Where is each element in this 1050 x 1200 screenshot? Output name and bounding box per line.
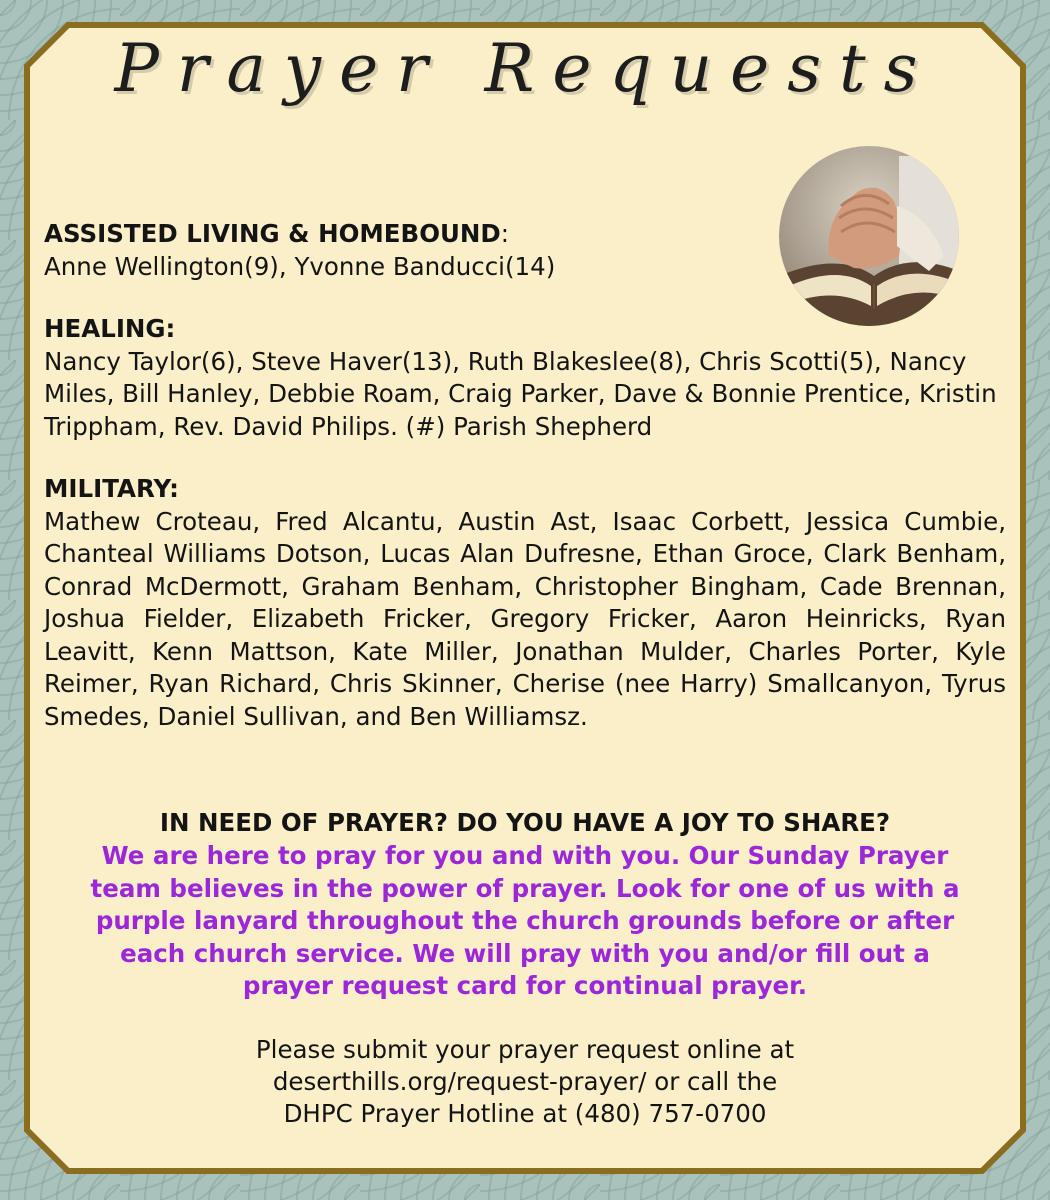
assisted-living-heading: ASSISTED LIVING & HOMEBOUND — [44, 219, 501, 248]
submit-line-hotline: DHPC Prayer Hotline at (480) 757-0700 — [283, 1099, 767, 1128]
submit-line-link[interactable]: deserthills.org/request-prayer/ or call the — [272, 1067, 778, 1096]
prayer-team-line: each church service. We will pray with you and/or fill out a — [120, 938, 930, 968]
military-names: Mathew Croteau, Fred Alcantu, Austin Ast, Isaac Corbett, Jessica Cumbie, Chanteal Williams Dotson, Lucas Alan Dufresne, Ethan Groce, Clark Benham, Conrad McDermott, Graham Benham, Christopher Bingham, Cade Brennan, Joshua Fielder, Elizabeth Fricker, Gregory Fricker, Aaron Heinricks, Ryan Leavitt, Kenn Mattson, Kate Miller, Jonathan Mulder, Charles Porter, Kyle Reimer, Ryan Richard, Chris Skinner, Cherise (nee Harry) Smallcanyon, Tyrus Smedes, Daniel Sullivan, and Ben Williamsz. — [44, 506, 1006, 731]
page-title: Prayer Requests — [114, 30, 936, 107]
prayer-lists — [44, 218, 1006, 763]
prayer-team-line: prayer request card for continual prayer. — [242, 971, 808, 1000]
military-heading: MILITARY: — [44, 474, 179, 503]
prayer-team-line: purple lanyard throughout the church grounds before or after — [95, 906, 955, 935]
healing-section — [44, 313, 1006, 443]
healing-heading: HEALING: — [44, 314, 176, 343]
submit-line: Please submit your prayer request online at — [255, 1035, 795, 1064]
need-prayer-heading: IN NEED OF PRAYER? DO YOU HAVE A JOY TO SHARE? — [159, 808, 891, 837]
assisted-living-section — [44, 218, 1006, 283]
prayer-team-line: team believes in the power of prayer. Look for one of us with a — [90, 873, 960, 903]
military-section — [44, 473, 1006, 733]
prayer-team-message — [60, 840, 990, 1003]
assisted-living-names: Anne Wellington(9), Yvonne Banducci(14) — [44, 251, 556, 281]
assisted-living-heading-line — [44, 218, 1006, 251]
assisted-living-colon: : — [500, 219, 510, 248]
prayer-team-line: We are here to pray for you and with you. Our Sunday Prayer — [101, 841, 949, 870]
submit-request-info — [60, 1034, 990, 1130]
healing-names: Nancy Taylor(6), Steve Haver(13), Ruth Blakeslee(8), Chris Scotti(5), Nancy Miles, Bill Hanley, Debbie Roam, Craig Parker, Dave & Bonnie Prentice, Kristin Trippham, Rev. David Philips. (#) Parish Shepherd — [44, 346, 997, 441]
